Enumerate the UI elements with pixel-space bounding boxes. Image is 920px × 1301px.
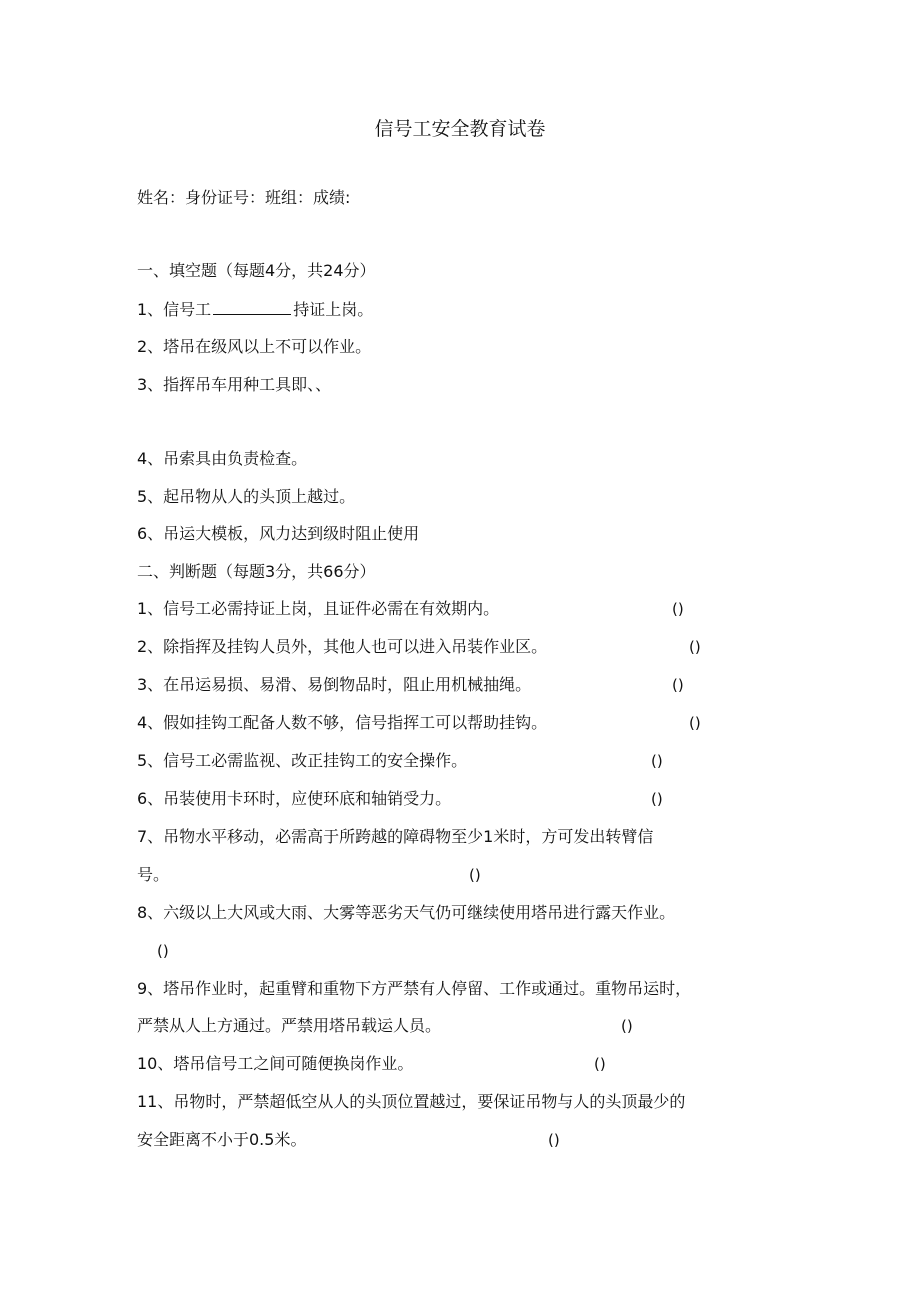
answer-paren[interactable]: () (672, 600, 684, 618)
fill-question-1 (137, 298, 373, 321)
answer-paren[interactable]: () (548, 1131, 560, 1149)
judge-question-10: 10、塔吊信号工之间可随便换岗作业。 (137, 1054, 414, 1073)
judge-question-1: 1、信号工必需持证上岗，且证件必需在有效期内。 (137, 599, 500, 618)
judge-question-7-line2: 号。 (137, 865, 170, 884)
answer-paren[interactable]: () (689, 638, 701, 656)
judge-question-7-line1: 7、吊物水平移动，必需高于所跨越的障碍物至少1米时，方可发出转臂信 (137, 827, 654, 846)
judge-question-11-line2: 安全距离不小于0.5米。 (137, 1130, 307, 1149)
page-title: 信号工安全教育试卷 (374, 118, 546, 140)
judge-question-3: 3、在吊运易损、易滑、易倒物品时，阻止用机械抽绳。 (137, 675, 532, 694)
fill-question-1-prefix: 1、信号工 (137, 300, 212, 319)
fill-question-2: 2、塔吊在级风以上不可以作业。 (137, 337, 372, 356)
judge-question-6: 6、吊装使用卡环时，应使环底和轴销受力。 (137, 789, 452, 808)
fill-question-4: 4、吊索具由负责检查。 (137, 449, 308, 468)
answer-paren[interactable]: () (469, 866, 481, 884)
answer-paren[interactable]: () (651, 790, 663, 808)
judge-question-11-line1: 11、吊物时，严禁超低空从人的头顶位置越过，要保证吊物与人的头顶最少的 (137, 1092, 686, 1111)
answer-paren[interactable]: () (621, 1017, 633, 1035)
judge-question-2: 2、除指挥及挂钩人员外，其他人也可以进入吊装作业区。 (137, 637, 548, 656)
fill-question-1-suffix: 持证上岗。 (293, 300, 374, 319)
judge-question-5: 5、信号工必需监视、改正挂钩工的安全操作。 (137, 751, 468, 770)
answer-paren[interactable]: () (651, 752, 663, 770)
section2-heading: 二、判断题（每题3分，共66分） (137, 562, 376, 581)
judge-question-9-line1: 9、塔吊作业时，起重臂和重物下方严禁有人停留、工作或通过。重物吊运时， (137, 979, 692, 998)
section1-heading: 一、填空题（每题4分，共24分） (137, 261, 376, 280)
judge-question-4: 4、假如挂钩工配备人数不够，信号指挥工可以帮助挂钩。 (137, 713, 548, 732)
judge-question-9-line2: 严禁从人上方通过。严禁用塔吊载运人员。 (137, 1016, 442, 1035)
answer-paren[interactable]: () (594, 1055, 606, 1073)
fill-question-6: 6、吊运大模板，风力达到级时阻止使用 (137, 524, 420, 543)
header-fields: 姓名：身份证号：班组：成绩: (137, 188, 351, 207)
answer-paren[interactable]: () (157, 942, 169, 960)
fill-question-3: 3、指挥吊车用种工具即、、 (137, 375, 332, 394)
answer-blank[interactable] (213, 298, 291, 315)
answer-paren[interactable]: () (672, 676, 684, 694)
judge-question-8-line1: 8、六级以上大风或大雨、大雾等恶劣天气仍可继续使用塔吊进行露天作业。 (137, 903, 676, 922)
fill-question-5: 5、起吊物从人的头顶上越过。 (137, 487, 356, 506)
answer-paren[interactable]: () (689, 714, 701, 732)
